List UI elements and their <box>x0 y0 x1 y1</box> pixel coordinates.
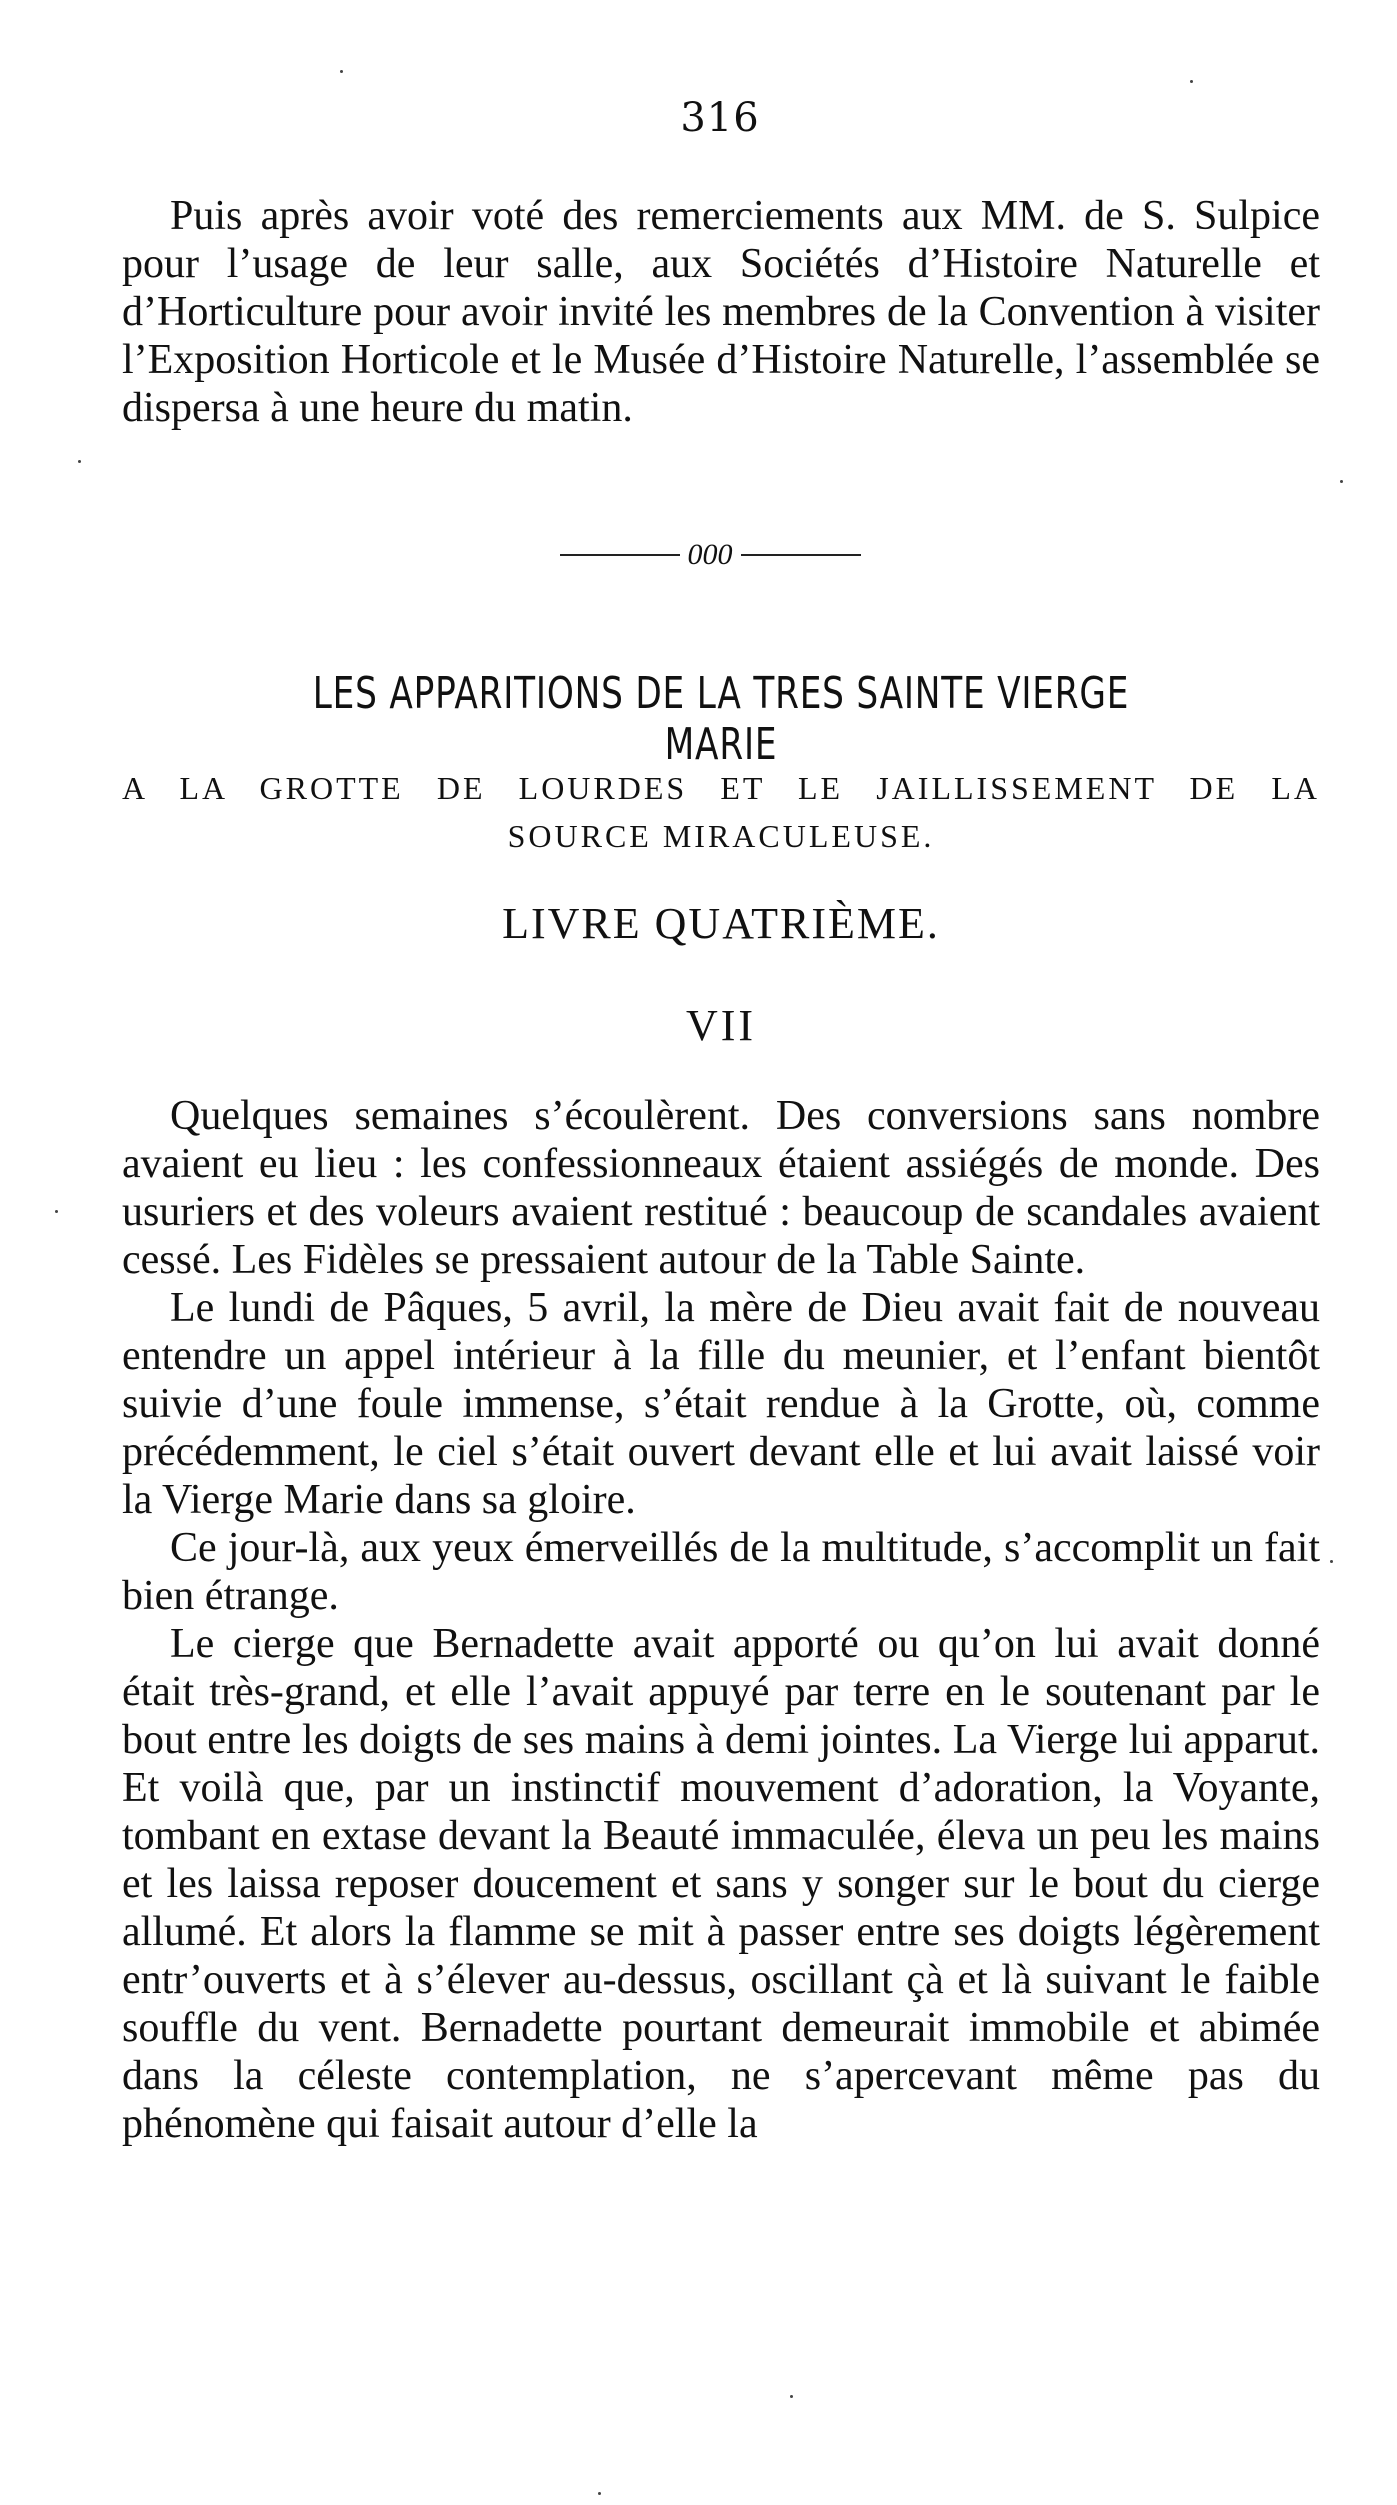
scan-speck <box>78 460 81 463</box>
subtitle-line-1: A LA GROTTE DE LOURDES ET LE JAILLISSEMENT DE LA <box>122 770 1320 806</box>
separator-rule-right <box>741 554 861 556</box>
chapter-body <box>122 1092 1320 2148</box>
section-separator <box>520 535 900 575</box>
scan-speck <box>1340 480 1343 483</box>
scan-speck <box>1190 80 1193 83</box>
scan-speck <box>1330 1560 1333 1563</box>
body-paragraph-4: Le cierge que Bernadette avait apporté ou qu’on lui avait donné était très-grand, et elle l’avait appuyé par terre en le soutenant par le bout entre les doigts de ses mains à demi jointes. La Vierge lui apparut. Et voilà que, par un instinctif mouvement d’adoration, la Voyante, tombant en extase devant la Beauté immaculée, éleva un peu les mains et les laissa reposer doucement et sans y songer sur le bout du cierge allumé. Et alors la flamme se mit à passer entre ses doigts légèrement entr’ouverts et à s’élever au-dessus, oscillant çà et là suivant le faible souffle du vent. Bernadette pourtant demeurait immobile et abimée dans la céleste contemplation, ne s’apercevant même pas du phénomène qui faisait autour d’elle la <box>122 1621 1320 2147</box>
main-title: LES APPARITIONS DE LA TRES SAINTE VIERGE MARIE <box>312 668 1130 770</box>
page-number: 316 <box>680 95 760 141</box>
body-paragraph-1: Quelques semaines s’écoulèrent. Des conversions sans nombre avaient eu lieu : les confessionneaux étaient assiégés de monde. Des usuriers et des voleurs avaient restitué : beaucoup de scandales avaient cessé. Les Fidèles se pressaient autour de la Table Sainte. <box>122 1093 1320 1283</box>
body-paragraph-2: Le lundi de Pâques, 5 avril, la mère de Dieu avait fait de nouveau entendre un appel intérieur à la fille du meunier, et l’enfant bientôt suivie d’une foule immense, s’était rendue à la Grotte, où, comme précédemment, le ciel s’était ouvert devant elle et lui avait laissé voir la Vierge Marie dans sa gloire. <box>122 1285 1320 1523</box>
chapter-number: VII <box>685 1001 757 1050</box>
separator-text: 000 <box>687 538 733 571</box>
body-paragraph-3: Ce jour-là, aux yeux émerveillés de la multitude, s’accomplit un fait bien étrange. <box>122 1525 1320 1619</box>
book-title: LIVRE QUATRIÈME. <box>502 899 940 948</box>
scan-speck <box>598 2492 601 2495</box>
scan-speck <box>790 2395 793 2398</box>
intro-paragraph: Puis après avoir voté des remerciements aux MM. de S. Sulpice pour l’usage de leur salle, aux Sociétés d’Histoire Naturelle et d’Horticulture pour avoir invité les membres de la Convention à visiter l’Exposition Horticole et le Musée d’Histoire Naturelle, l’assemblée se dispersa à une heure du matin. <box>122 193 1320 431</box>
subtitle-line-2: SOURCE MIRACULEUSE. <box>507 818 935 854</box>
intro-paragraph-block <box>122 192 1320 432</box>
scan-speck <box>55 1210 58 1213</box>
separator-rule-left <box>560 554 680 556</box>
scan-speck <box>340 70 343 73</box>
